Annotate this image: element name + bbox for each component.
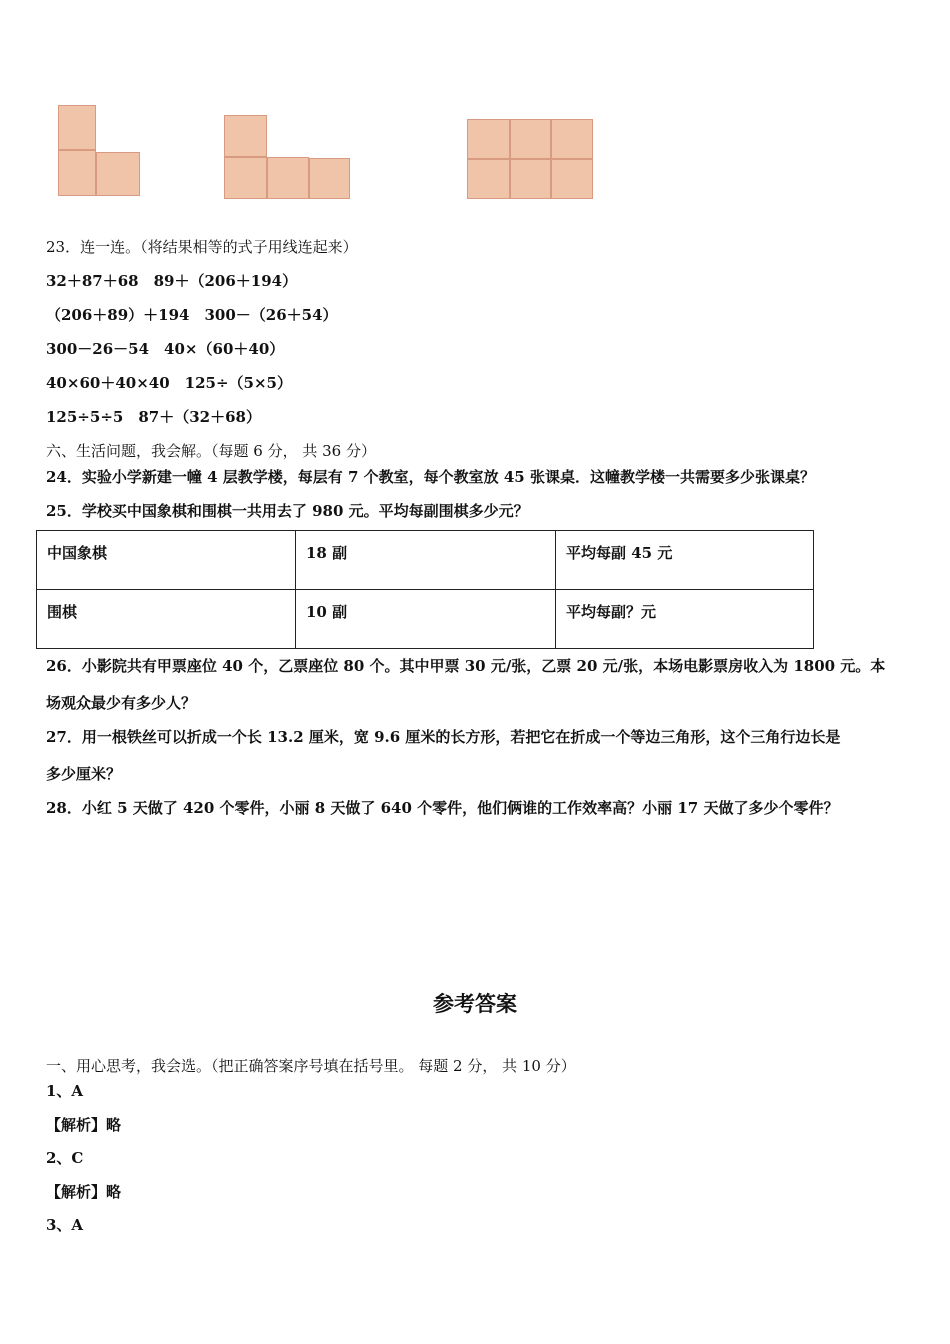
answer-item-1: 1、A bbox=[46, 1082, 84, 1100]
table-cell: 平均每副？元 bbox=[556, 590, 814, 649]
block-shape-2-bottom-1 bbox=[224, 157, 267, 199]
table-row bbox=[37, 590, 814, 649]
block-shape-3-cell-6 bbox=[551, 159, 593, 199]
q23-row-4: 40×60＋40×40 125÷（5×5） bbox=[46, 374, 292, 392]
section-6-heading: 六、生活问题，我会解。（每题 6 分， 共 36 分） bbox=[46, 442, 376, 460]
q26-line-1: 26．小影院共有甲票座位 40 个，乙票座位 80 个。其中甲票 30 元/张，乙票 20 元/张，本场电影票房收入为 1800 元。本 bbox=[46, 657, 886, 675]
answer-explain-2: 【解析】略 bbox=[46, 1183, 122, 1201]
q23-row-2: （206＋89）＋194 300－（26＋54） bbox=[46, 306, 338, 324]
block-shape-3-cell-4 bbox=[467, 159, 510, 199]
q23-row-1: 32＋87＋68 89＋（206＋194） bbox=[46, 272, 298, 290]
q23-row-5: 125÷5÷5 87＋（32＋68） bbox=[46, 408, 261, 426]
block-shape-1-bottom-left bbox=[58, 150, 96, 196]
q27-line-2: 多少厘米？ bbox=[46, 765, 122, 783]
table-cell: 18 副 bbox=[296, 531, 556, 590]
table-cell: 10 副 bbox=[296, 590, 556, 649]
answer-item-3: 3、A bbox=[46, 1216, 84, 1234]
block-shape-3-cell-3 bbox=[551, 119, 593, 159]
q25-text: 25．学校买中国象棋和围棋一共用去了 980 元。平均每副围棋多少元？ bbox=[46, 502, 529, 520]
answers-title: 参考答案 bbox=[433, 992, 517, 1016]
table-cell: 中国象棋 bbox=[37, 531, 296, 590]
answers-section-1: 一、用心思考，我会选。（把正确答案序号填在括号里。 每题 2 分， 共 10 分） bbox=[46, 1057, 576, 1075]
table-row bbox=[37, 531, 814, 590]
q23-title: 23．连一连。（将结果相等的式子用线连起来） bbox=[46, 238, 358, 256]
q23-row-3: 300－26－54 40×（60＋40） bbox=[46, 340, 285, 358]
answer-explain-1: 【解析】略 bbox=[46, 1116, 122, 1134]
block-shape-3-cell-5 bbox=[510, 159, 551, 199]
block-shape-3-cell-2 bbox=[510, 119, 551, 159]
block-shape-2-bottom-2 bbox=[267, 157, 309, 199]
block-shape-2-top bbox=[224, 115, 267, 157]
block-shape-2-bottom-3 bbox=[309, 158, 350, 199]
block-shape-1-bottom-right bbox=[96, 152, 140, 196]
q26-line-2: 场观众最少有多少人？ bbox=[46, 694, 197, 712]
q25-table bbox=[36, 530, 814, 649]
q28-text: 28．小红 5 天做了 420 个零件，小丽 8 天做了 640 个零件，他们俩谁的工作效率高？小丽 17 天做了多少个零件？ bbox=[46, 799, 839, 817]
table-cell: 平均每副 45 元 bbox=[556, 531, 814, 590]
table-cell: 围棋 bbox=[37, 590, 296, 649]
answer-item-2: 2、C bbox=[46, 1149, 84, 1167]
block-shape-1-top bbox=[58, 105, 96, 150]
q24-text: 24．实验小学新建一幢 4 层教学楼，每层有 7 个教室，每个教室放 45 张课桌．这幢教学楼一共需要多少张课桌？ bbox=[46, 468, 815, 486]
block-shape-3-cell-1 bbox=[467, 119, 510, 159]
q27-line-1: 27．用一根铁丝可以折成一个长 13.2 厘米，宽 9.6 厘米的长方形，若把它在折成一个等边三角形，这个三角行边长是 bbox=[46, 728, 841, 746]
